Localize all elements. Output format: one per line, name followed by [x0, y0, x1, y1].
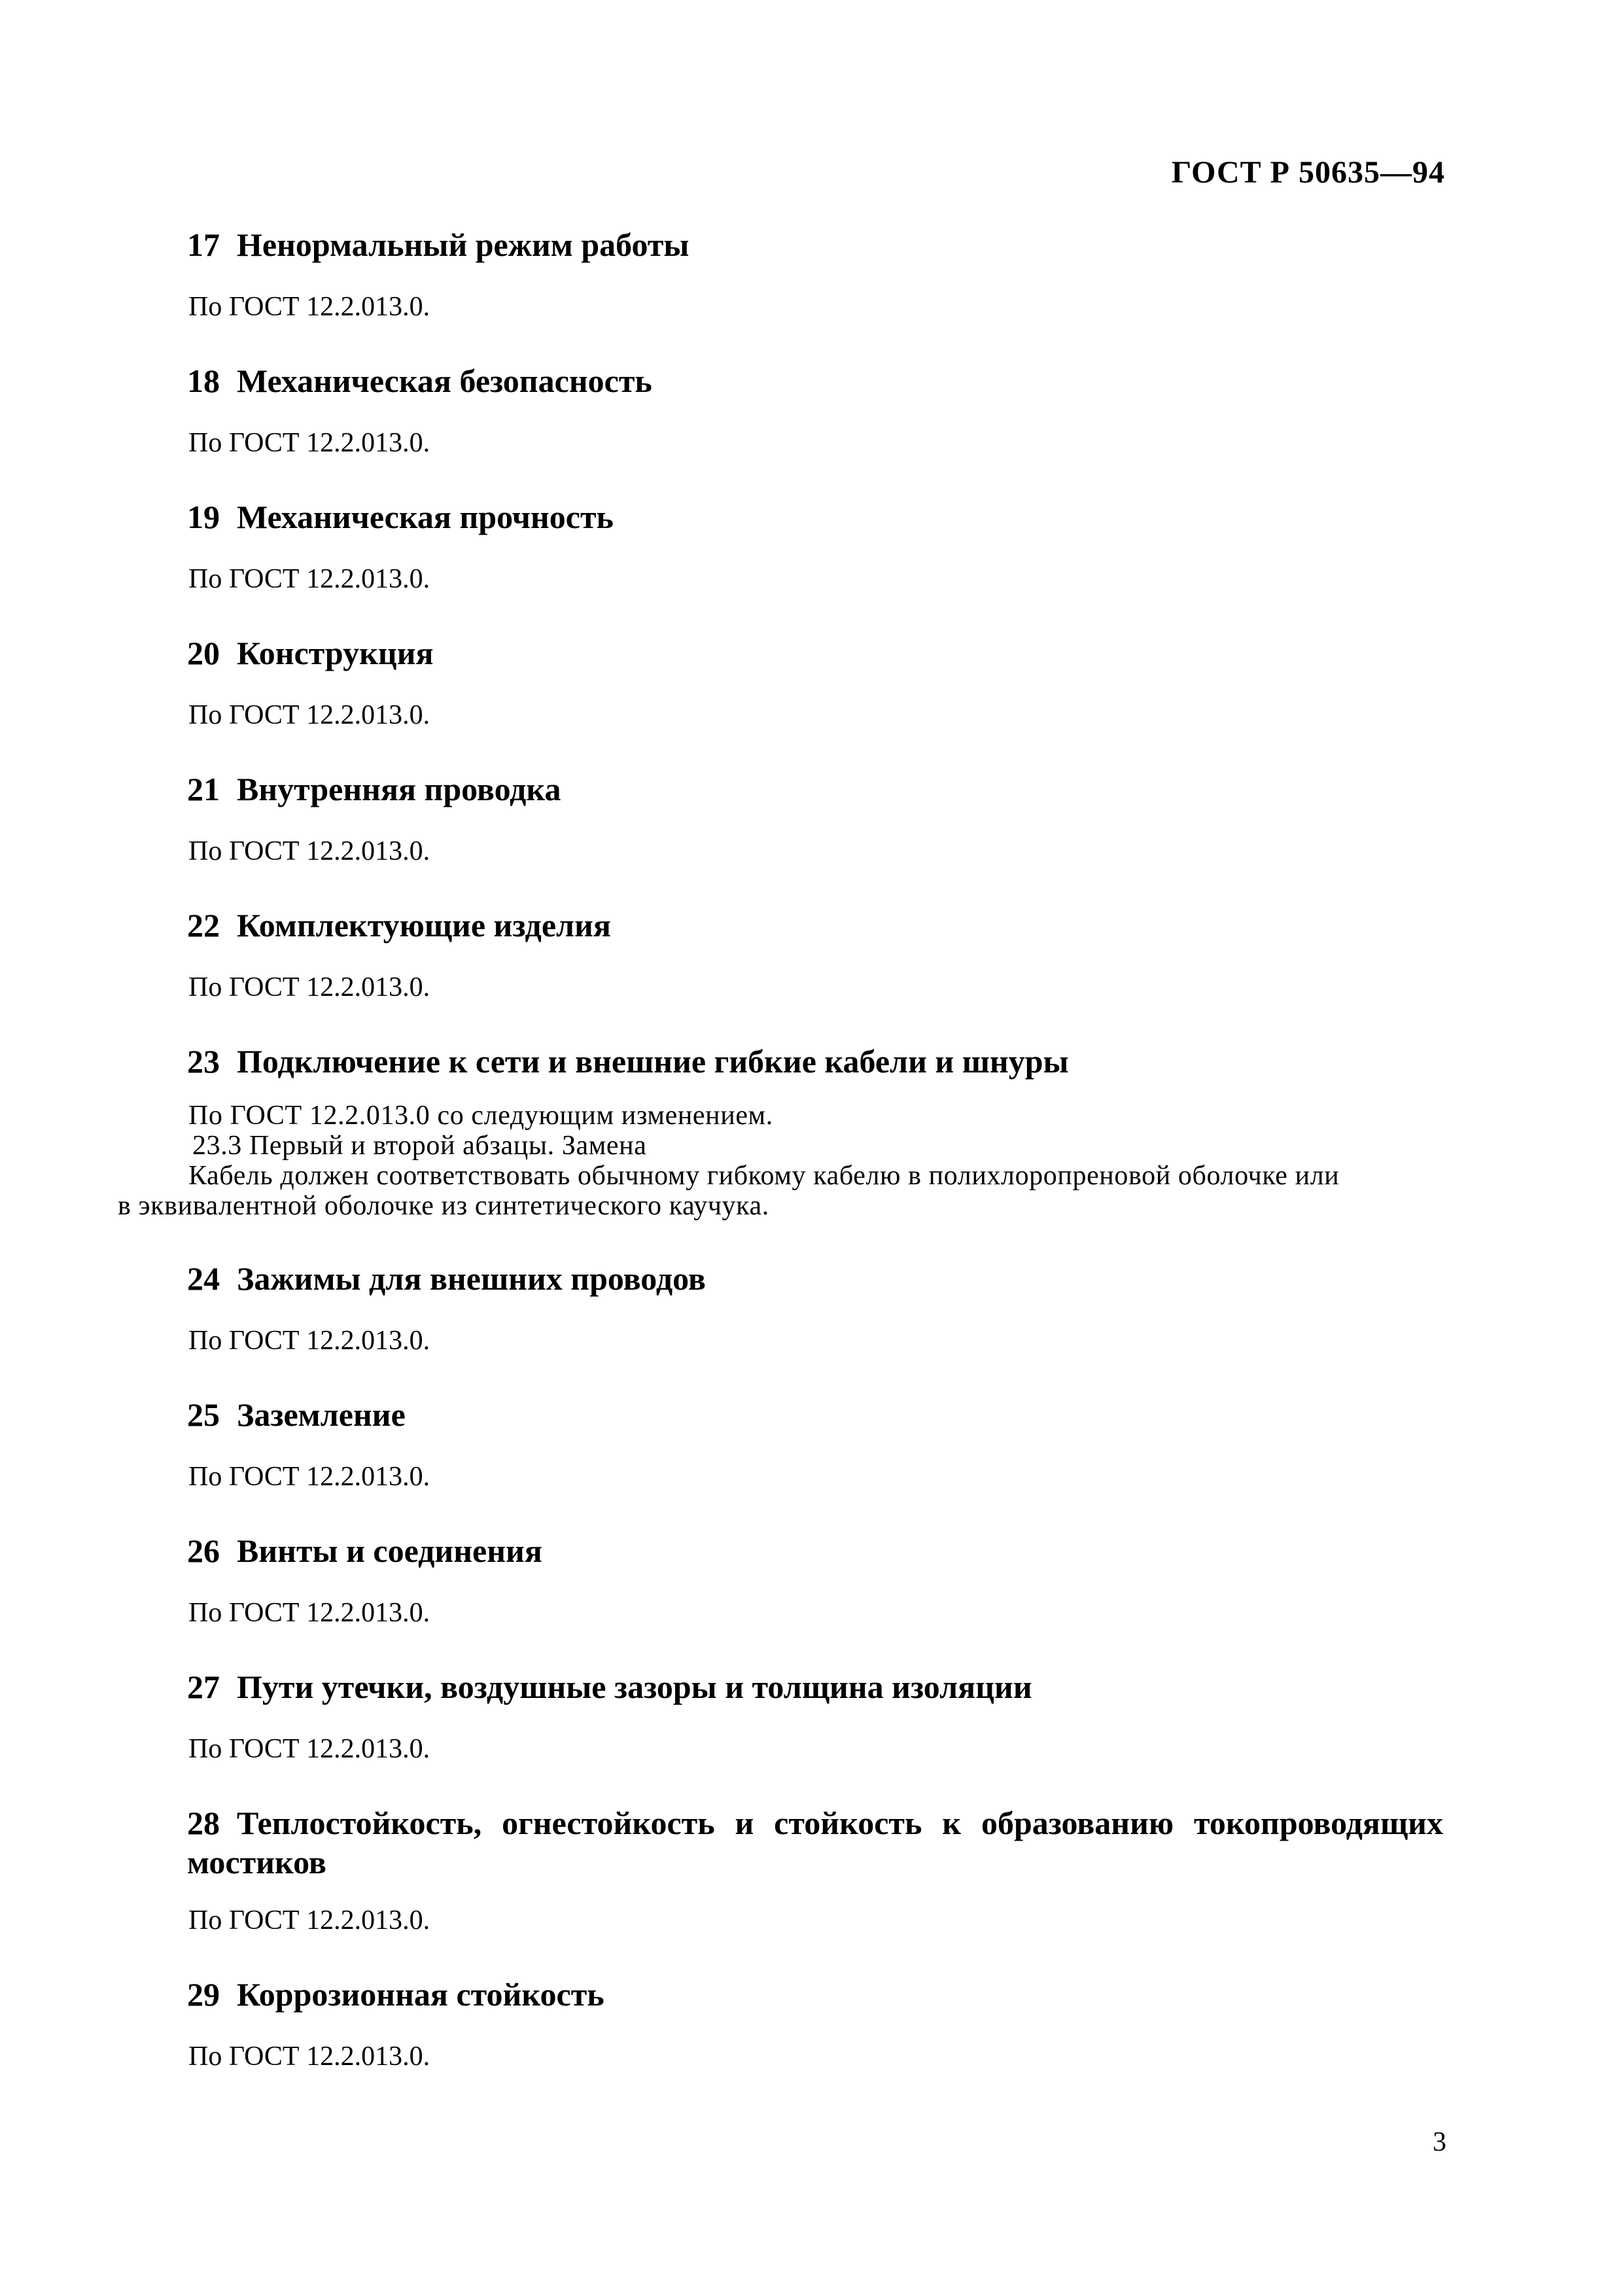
section-text: По ГОСТ 12.2.013.0. [188, 1734, 430, 1764]
document-content [118, 225, 1446, 2111]
section-28 [118, 1803, 1446, 1935]
section-number: 26 [187, 1532, 220, 1569]
section-heading [187, 1395, 1446, 1434]
section-number: 18 [187, 362, 220, 399]
section-18 [118, 361, 1446, 458]
section-title: Коррозионная стойкость [237, 1976, 604, 2013]
section-title: Зажимы для внешних проводов [237, 1260, 706, 1297]
section-body [118, 1462, 1446, 1492]
section-text-line: 23.3 Первый и второй абзацы. Замена [192, 1131, 647, 1161]
section-body [118, 1101, 1446, 1221]
section-24 [118, 1259, 1446, 1356]
section-text: По ГОСТ 12.2.013.0. [188, 836, 430, 866]
section-19 [118, 497, 1446, 594]
section-23 [118, 1042, 1446, 1221]
section-body [118, 972, 1446, 1002]
section-number: 28 [187, 1805, 220, 1841]
section-number: 23 [187, 1043, 220, 1080]
section-22 [118, 906, 1446, 1002]
section-title: Винты и соединения [237, 1532, 542, 1569]
section-body [118, 1326, 1446, 1356]
section-body [118, 564, 1446, 594]
section-title: Комплектующие изделия [237, 907, 611, 944]
section-21 [118, 769, 1446, 866]
section-body [118, 1734, 1446, 1764]
standard-code-header: ГОСТ Р 50635—94 [1171, 155, 1445, 190]
section-25 [118, 1395, 1446, 1492]
section-heading [187, 1975, 1446, 2014]
section-text: По ГОСТ 12.2.013.0. [188, 564, 430, 594]
section-heading [187, 497, 1446, 537]
section-text: По ГОСТ 12.2.013.0. [188, 972, 430, 1002]
section-text: По ГОСТ 12.2.013.0. [188, 1598, 430, 1628]
section-number: 17 [187, 226, 220, 263]
section-heading [187, 361, 1446, 400]
section-title: Механическая прочность [237, 499, 614, 535]
section-title: Внутренняя проводка [237, 771, 561, 807]
section-text: По ГОСТ 12.2.013.0. [188, 700, 430, 730]
section-title: Конструкция [237, 635, 434, 671]
section-heading [187, 1667, 1446, 1706]
page-number: 3 [1433, 2127, 1446, 2157]
section-heading [187, 633, 1446, 673]
section-text: По ГОСТ 12.2.013.0. [188, 1905, 430, 1935]
section-heading [187, 769, 1446, 809]
section-body [118, 1598, 1446, 1628]
section-number: 20 [187, 635, 220, 671]
section-text: По ГОСТ 12.2.013.0. [188, 1326, 430, 1356]
section-text: По ГОСТ 12.2.013.0. [188, 1462, 430, 1492]
section-heading [187, 1803, 1443, 1882]
section-title: Механическая безопасность [237, 362, 652, 399]
section-number: 29 [187, 1976, 220, 2013]
section-body [118, 292, 1446, 322]
section-text-line: Кабель должен соответствовать обычному гибкому кабелю в полихлоропреновой оболочке или [188, 1161, 1340, 1191]
section-text-line: По ГОСТ 12.2.013.0 со следующим изменением. [188, 1101, 773, 1131]
section-title: Пути утечки, воздушные зазоры и толщина изоляции [237, 1669, 1032, 1705]
section-title: Подключение к сети и внешние гибкие кабели и шнуры [237, 1043, 1069, 1080]
section-number: 22 [187, 907, 220, 944]
section-text: По ГОСТ 12.2.013.0. [188, 2041, 430, 2072]
section-text-line: в эквивалентной оболочке из синтетического каучука. [118, 1191, 769, 1221]
section-number: 24 [187, 1260, 220, 1297]
section-text: По ГОСТ 12.2.013.0. [188, 428, 430, 458]
section-body [118, 428, 1446, 458]
section-heading [187, 225, 1446, 264]
section-heading [187, 906, 1446, 945]
section-heading [187, 1042, 1446, 1081]
section-title: Теплостойкость, огнестойкость и стойкость к образованию токопроводящих мостиков [187, 1805, 1443, 1881]
section-heading [187, 1531, 1446, 1570]
section-body [118, 2041, 1446, 2072]
section-29 [118, 1975, 1446, 2072]
section-20 [118, 633, 1446, 730]
section-number: 19 [187, 499, 220, 535]
section-body [118, 836, 1446, 866]
section-17 [118, 225, 1446, 322]
section-body [118, 1905, 1446, 1935]
section-27 [118, 1667, 1446, 1764]
section-title: Заземление [237, 1396, 406, 1433]
section-body [118, 700, 1446, 730]
section-heading [187, 1259, 1446, 1298]
section-number: 21 [187, 771, 220, 807]
section-number: 27 [187, 1669, 220, 1705]
section-number: 25 [187, 1396, 220, 1433]
section-text: По ГОСТ 12.2.013.0. [188, 292, 430, 322]
section-title: Ненормальный режим работы [237, 226, 689, 263]
section-26 [118, 1531, 1446, 1628]
